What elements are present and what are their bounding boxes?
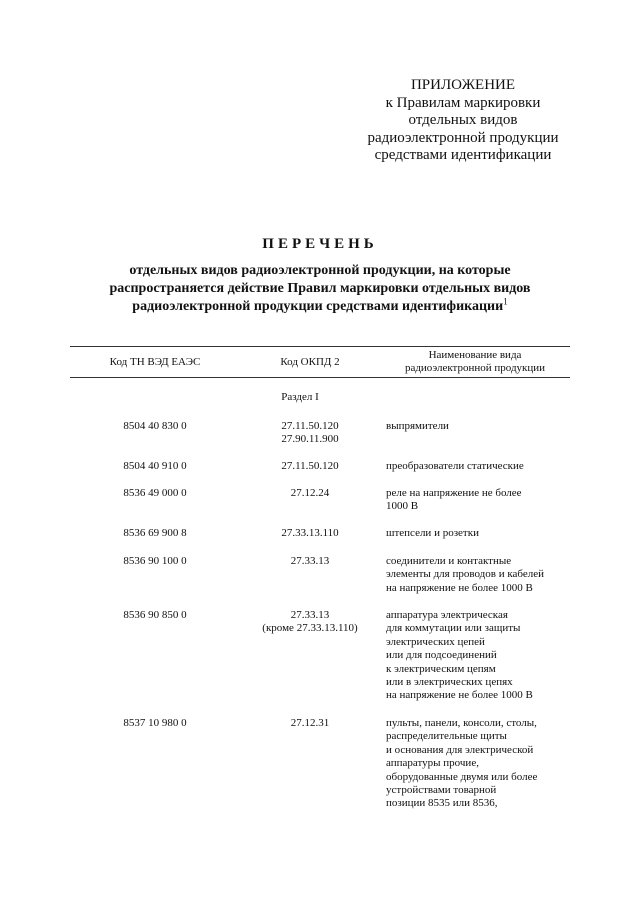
product-name: преобразователи статические	[386, 460, 524, 472]
product-name: соединители и контактные элементы для проводов и кабелей на напряжение не более 1000 В	[386, 555, 544, 594]
header-line: Наименование вида	[428, 349, 522, 361]
appendix-line: средствами идентификации	[374, 147, 552, 163]
section-label: Раздел I	[281, 391, 319, 403]
appendix-line: радиоэлектронной продукции	[367, 129, 559, 146]
product-name: штепсели и розетки	[386, 527, 479, 539]
document-subtitle	[96, 262, 544, 316]
header-line: радиоэлектронной продукции	[404, 362, 546, 374]
tnved-code: 8537 10 980 0	[123, 717, 187, 729]
subtitle-line-text: радиоэлектронной продукции средствами идентификации	[132, 299, 504, 314]
tnved-code: 8536 90 850 0	[123, 609, 187, 621]
okpd-code: 27.12.31	[290, 717, 330, 729]
tnved-code: 8536 90 100 0	[123, 555, 187, 567]
appendix-header	[352, 77, 574, 165]
header-okpd-code: Код ОКПД 2	[280, 355, 340, 368]
tnved-code: 8536 69 900 8	[123, 527, 187, 539]
product-name: реле на напряжение не более 1000 В	[386, 487, 522, 513]
tnved-code: 8536 49 000 0	[123, 487, 187, 499]
appendix-line: ПРИЛОЖЕНИЕ	[410, 77, 516, 93]
appendix-line: к Правилам маркировки	[385, 94, 541, 111]
header-product-name	[380, 347, 570, 377]
product-name: выпрямители	[386, 420, 449, 432]
tnved-code: 8504 40 830 0	[123, 420, 187, 432]
subtitle-line: распространяется действие Правил маркировки отдельных видов	[109, 281, 531, 296]
footnote-mark: 1	[503, 296, 508, 307]
product-name: пульты, панели, консоли, столы, распределительные щиты и основания для электрической аппаратуры прочие, оборудованные двумя или более устройствами товарной позиции 8535 или 8536,	[386, 717, 538, 810]
table-header	[70, 346, 570, 378]
okpd-code: 27.11.50.120 27.90.11.900	[281, 420, 339, 446]
product-name: аппаратура электрическая для коммутации или защиты электрических цепей или для подсоединений к электрическим цепям или в электрических цепях на напряжение не более 1000 В	[386, 609, 533, 702]
okpd-code: 27.33.13.110	[281, 527, 339, 539]
subtitle-line	[96, 298, 544, 316]
appendix-line: отдельных видов	[408, 112, 518, 128]
document-title: ПЕРЕЧЕНЬ	[262, 236, 378, 252]
okpd-code: 27.12.24	[290, 487, 330, 499]
subtitle-line: отдельных видов радиоэлектронной продукции, на которые	[129, 263, 511, 278]
okpd-code: 27.33.13 (кроме 27.33.13.110)	[262, 609, 358, 635]
okpd-code: 27.11.50.120	[281, 460, 339, 472]
header-tnved-code: Код ТН ВЭД ЕАЭС	[109, 355, 201, 368]
tnved-code: 8504 40 910 0	[123, 460, 187, 472]
okpd-code: 27.33.13	[290, 555, 330, 567]
